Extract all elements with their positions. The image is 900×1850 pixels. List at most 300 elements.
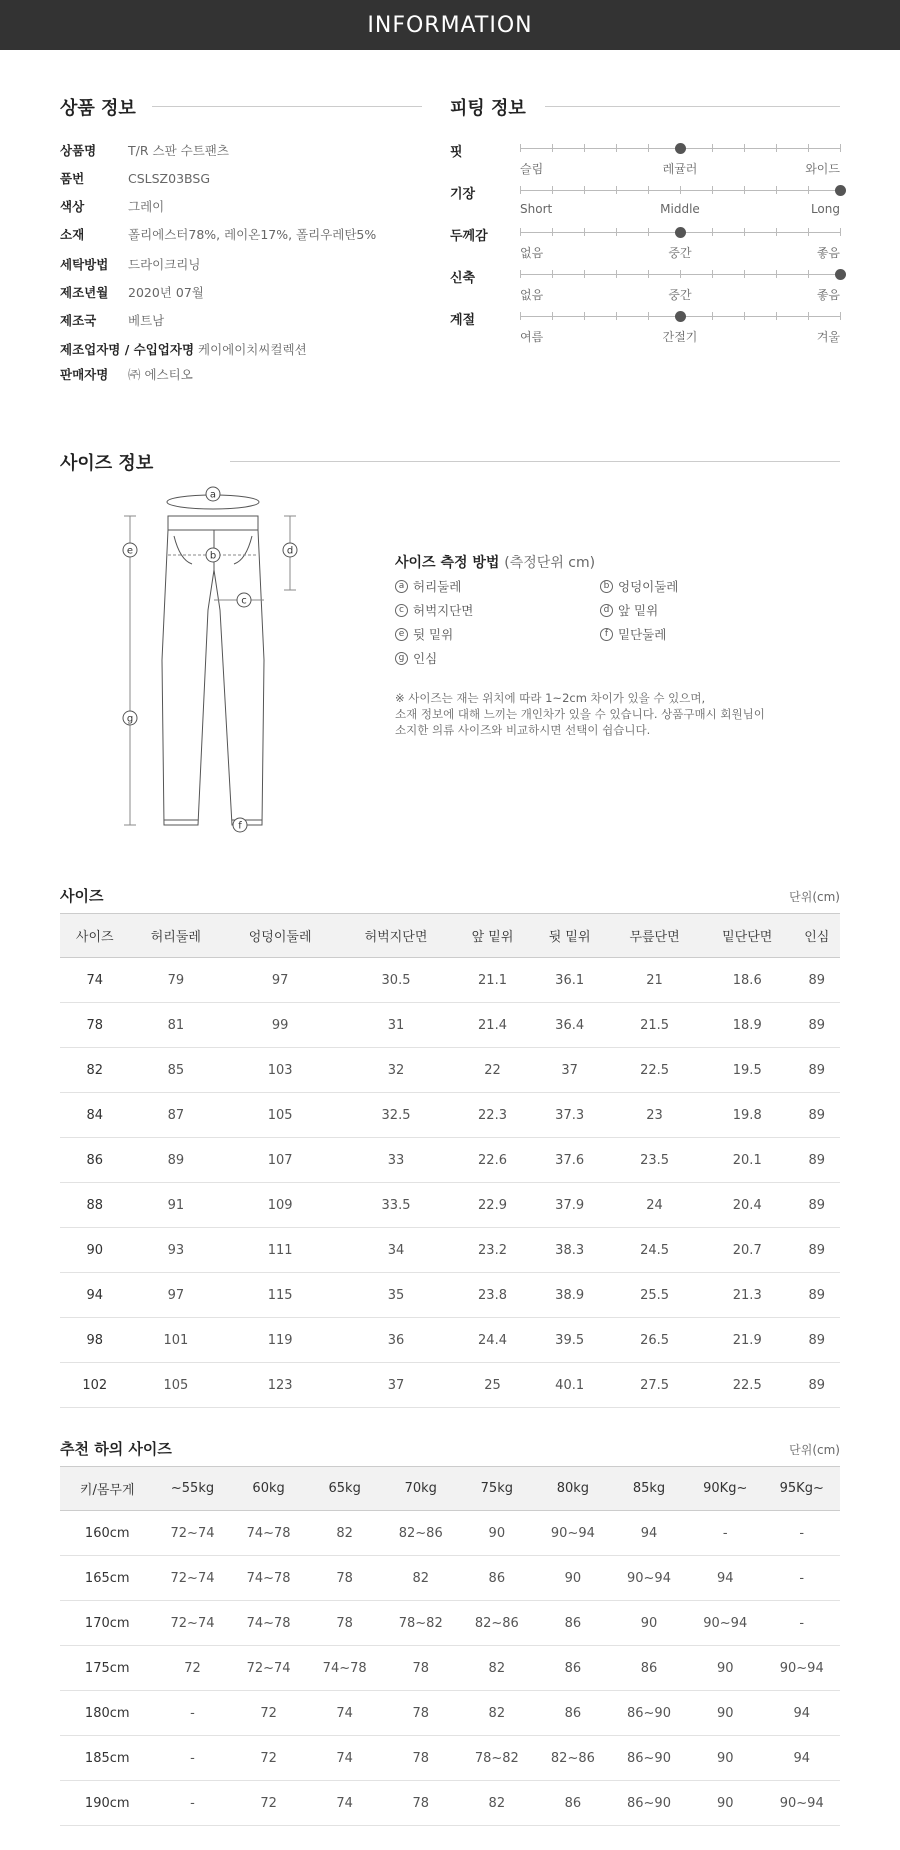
table-cell: 94 bbox=[687, 1556, 763, 1601]
fit-scale-tick bbox=[840, 228, 841, 236]
header-title: INFORMATION bbox=[367, 12, 533, 38]
table-cell: 82~86 bbox=[535, 1736, 611, 1781]
table-cell: 78~82 bbox=[383, 1601, 459, 1646]
table-cell: 90~94 bbox=[763, 1646, 840, 1691]
table-cell: 90 bbox=[459, 1511, 535, 1556]
table-cell: 33 bbox=[338, 1138, 454, 1183]
fit-scale-tick bbox=[520, 186, 521, 194]
table-cell: 180cm bbox=[60, 1691, 154, 1736]
table-cell: 91 bbox=[130, 1183, 223, 1228]
table-cell: 23.5 bbox=[608, 1138, 701, 1183]
table-cell: 89 bbox=[794, 1273, 840, 1318]
table-cell: 72~74 bbox=[231, 1646, 307, 1691]
fit-scale-tick bbox=[648, 186, 649, 194]
fit-scale-tick bbox=[648, 270, 649, 278]
table-cell: 74~78 bbox=[307, 1646, 383, 1691]
fit-option-label: 레귤러 bbox=[662, 162, 698, 176]
fit-level-marker bbox=[675, 227, 686, 238]
table-header-cell: 허벅지단면 bbox=[338, 914, 454, 958]
table-row bbox=[60, 1601, 840, 1646]
table-cell: 98 bbox=[60, 1318, 130, 1363]
table-cell: 40.1 bbox=[531, 1363, 608, 1408]
fit-scale-tick bbox=[808, 186, 809, 194]
table-cell: 89 bbox=[794, 1318, 840, 1363]
table-cell: 78 bbox=[307, 1601, 383, 1646]
fit-scale-tick bbox=[520, 228, 521, 236]
measure-item-label: 엉덩이둘레 bbox=[618, 579, 679, 594]
mark-f: f bbox=[238, 820, 242, 832]
table-cell: - bbox=[763, 1556, 840, 1601]
table-cell: 82~86 bbox=[383, 1511, 459, 1556]
mark-c: c bbox=[241, 595, 247, 607]
measure-mark-icon: f bbox=[600, 628, 613, 641]
fit-option-label: 중간 bbox=[668, 246, 692, 260]
table-row bbox=[60, 1781, 840, 1826]
table-cell: 32.5 bbox=[338, 1093, 454, 1138]
table-cell: 111 bbox=[222, 1228, 338, 1273]
table-cell: 35 bbox=[338, 1273, 454, 1318]
measure-method-unit: (측정단위 cm) bbox=[504, 555, 596, 571]
table-cell: 78 bbox=[383, 1736, 459, 1781]
fit-scale-tick bbox=[552, 270, 553, 278]
table-cell: 37.3 bbox=[531, 1093, 608, 1138]
fitting-info-title: 피팅 정보 bbox=[450, 98, 526, 119]
table-cell: 24 bbox=[608, 1183, 701, 1228]
table-cell: 89 bbox=[794, 1138, 840, 1183]
table-cell: 175cm bbox=[60, 1646, 154, 1691]
table-header-cell: 75kg bbox=[459, 1467, 535, 1511]
product-info-label: 세탁방법 bbox=[60, 257, 109, 272]
product-info-value: 케이에이치씨컬렉션 bbox=[198, 342, 307, 357]
fit-label: 신축 bbox=[450, 271, 476, 286]
product-info-row bbox=[60, 339, 307, 359]
fit-row bbox=[450, 268, 840, 308]
measure-mark-icon: b bbox=[600, 580, 613, 593]
table-cell: 90 bbox=[687, 1646, 763, 1691]
table-cell: 90~94 bbox=[535, 1511, 611, 1556]
table-cell: 89 bbox=[794, 1228, 840, 1273]
measure-mark-icon: e bbox=[395, 628, 408, 641]
table-cell: 82 bbox=[60, 1048, 130, 1093]
table-cell: 82 bbox=[459, 1781, 535, 1826]
table-cell: 19.5 bbox=[701, 1048, 794, 1093]
fit-scale-tick bbox=[808, 312, 809, 320]
table-cell: - bbox=[763, 1511, 840, 1556]
fit-row bbox=[450, 226, 840, 266]
size-info-divider bbox=[230, 461, 840, 462]
fit-option-label: Short bbox=[520, 202, 553, 216]
table-cell: 185cm bbox=[60, 1736, 154, 1781]
table-cell: - bbox=[154, 1781, 230, 1826]
measure-method-label: 사이즈 측정 방법 bbox=[395, 555, 500, 571]
fit-scale-tick bbox=[584, 186, 585, 194]
table-cell: 90 bbox=[687, 1736, 763, 1781]
recommend-table-unit: 단위(cm) bbox=[789, 1443, 840, 1457]
table-row bbox=[60, 1228, 840, 1273]
fit-option-label: 없음 bbox=[520, 288, 544, 302]
table-cell: 31 bbox=[338, 1003, 454, 1048]
table-cell: 109 bbox=[222, 1183, 338, 1228]
fit-scale-tick bbox=[616, 228, 617, 236]
fit-label: 두께감 bbox=[450, 229, 488, 244]
product-info-row bbox=[60, 254, 200, 274]
table-header-cell: 앞 밑위 bbox=[454, 914, 531, 958]
table-cell: 78 bbox=[307, 1556, 383, 1601]
table-cell: 74~78 bbox=[231, 1556, 307, 1601]
fit-scale-tick bbox=[616, 186, 617, 194]
product-info-row bbox=[60, 140, 229, 160]
fit-scale-tick bbox=[584, 312, 585, 320]
fit-scale-tick bbox=[616, 144, 617, 152]
table-cell: 72 bbox=[231, 1781, 307, 1826]
table-cell: 86~90 bbox=[611, 1691, 687, 1736]
table-header-cell: 95Kg~ bbox=[763, 1467, 840, 1511]
table-row bbox=[60, 1183, 840, 1228]
product-info-value: ㈜ 에스티오 bbox=[128, 367, 193, 382]
fit-scale-tick bbox=[744, 144, 745, 152]
table-cell: 160cm bbox=[60, 1511, 154, 1556]
table-cell: 26.5 bbox=[608, 1318, 701, 1363]
table-cell: 37.6 bbox=[531, 1138, 608, 1183]
fit-level-marker bbox=[835, 269, 846, 280]
table-cell: 86 bbox=[60, 1138, 130, 1183]
table-cell: 72 bbox=[154, 1646, 230, 1691]
fit-scale-tick bbox=[520, 270, 521, 278]
measure-item bbox=[395, 625, 453, 643]
table-cell: 101 bbox=[130, 1318, 223, 1363]
table-cell: 115 bbox=[222, 1273, 338, 1318]
table-cell: 18.9 bbox=[701, 1003, 794, 1048]
table-cell: 81 bbox=[130, 1003, 223, 1048]
measure-item bbox=[600, 577, 678, 595]
table-cell: 90 bbox=[687, 1781, 763, 1826]
table-cell: 97 bbox=[222, 958, 338, 1003]
fit-scale-tick bbox=[520, 144, 521, 152]
table-cell: - bbox=[687, 1511, 763, 1556]
measure-mark-icon: d bbox=[600, 604, 613, 617]
table-cell: 89 bbox=[794, 1048, 840, 1093]
product-info-title: 상품 정보 bbox=[60, 98, 136, 119]
table-cell: 37 bbox=[531, 1048, 608, 1093]
fit-scale-tick bbox=[776, 228, 777, 236]
fit-scale-tick bbox=[712, 144, 713, 152]
pants-outline bbox=[162, 530, 264, 825]
table-cell: 38.9 bbox=[531, 1273, 608, 1318]
table-cell: 24.4 bbox=[454, 1318, 531, 1363]
table-cell: 39.5 bbox=[531, 1318, 608, 1363]
table-cell: 93 bbox=[130, 1228, 223, 1273]
table-cell: 79 bbox=[130, 958, 223, 1003]
product-info-label: 색상 bbox=[60, 199, 85, 214]
table-cell: 85 bbox=[130, 1048, 223, 1093]
mark-e: e bbox=[126, 545, 134, 557]
product-info-row bbox=[60, 310, 164, 330]
fit-scale-track bbox=[520, 232, 840, 233]
table-row bbox=[60, 1691, 840, 1736]
table-cell: 78 bbox=[383, 1691, 459, 1736]
table-cell: 74~78 bbox=[231, 1511, 307, 1556]
table-cell: 78 bbox=[383, 1646, 459, 1691]
table-cell: 27.5 bbox=[608, 1363, 701, 1408]
measure-item bbox=[395, 577, 461, 595]
fit-option-label: Long bbox=[810, 202, 840, 216]
pants-measurement-diagram bbox=[100, 480, 340, 840]
table-row bbox=[60, 1736, 840, 1781]
table-header-cell: 사이즈 bbox=[60, 914, 130, 958]
table-cell: 32 bbox=[338, 1048, 454, 1093]
fit-scale-tick bbox=[744, 228, 745, 236]
table-cell: 33.5 bbox=[338, 1183, 454, 1228]
table-cell: 119 bbox=[222, 1318, 338, 1363]
fit-scale-tick bbox=[552, 186, 553, 194]
table-cell: 34 bbox=[338, 1228, 454, 1273]
fit-scale-track bbox=[520, 316, 840, 317]
table-header-cell: 밑단단면 bbox=[701, 914, 794, 958]
size-table bbox=[60, 913, 840, 1408]
fit-scale-tick bbox=[776, 144, 777, 152]
table-cell: 82 bbox=[459, 1691, 535, 1736]
table-cell: 20.7 bbox=[701, 1228, 794, 1273]
table-header-cell: 65kg bbox=[307, 1467, 383, 1511]
table-cell: 86 bbox=[459, 1556, 535, 1601]
product-info-label: 상품명 bbox=[60, 143, 97, 158]
fit-option-label: 간절기 bbox=[662, 330, 698, 344]
fit-option-label: 겨울 bbox=[816, 330, 840, 344]
fit-scale-tick bbox=[808, 270, 809, 278]
product-info-row bbox=[60, 196, 164, 216]
table-cell: 22.5 bbox=[701, 1363, 794, 1408]
table-cell: 90 bbox=[687, 1691, 763, 1736]
table-cell: 38.3 bbox=[531, 1228, 608, 1273]
table-cell: 37.9 bbox=[531, 1183, 608, 1228]
table-cell: 74 bbox=[307, 1781, 383, 1826]
size-table-unit: 단위(cm) bbox=[789, 890, 840, 904]
table-cell: 78 bbox=[60, 1003, 130, 1048]
table-cell: 82 bbox=[307, 1511, 383, 1556]
fit-scale-tick bbox=[616, 270, 617, 278]
table-cell: 23 bbox=[608, 1093, 701, 1138]
fit-scale-tick bbox=[776, 186, 777, 194]
table-cell: 19.8 bbox=[701, 1093, 794, 1138]
fit-label: 계절 bbox=[450, 313, 476, 328]
fit-level-marker bbox=[835, 185, 846, 196]
fit-scale-tick bbox=[584, 144, 585, 152]
product-info-value: 드라이크리닝 bbox=[128, 257, 201, 272]
table-cell: 22 bbox=[454, 1048, 531, 1093]
table-cell: 82~86 bbox=[459, 1601, 535, 1646]
fit-scale-track bbox=[520, 190, 840, 191]
measure-item-label: 밑단둘레 bbox=[618, 627, 667, 642]
measure-mark-icon: g bbox=[395, 652, 408, 665]
measure-item bbox=[600, 625, 666, 643]
table-cell: 105 bbox=[222, 1093, 338, 1138]
table-cell: 105 bbox=[130, 1363, 223, 1408]
table-cell: 89 bbox=[794, 1363, 840, 1408]
table-header-cell: 80kg bbox=[535, 1467, 611, 1511]
mark-d: d bbox=[286, 545, 294, 557]
table-row bbox=[60, 958, 840, 1003]
table-header-cell: 허리둘레 bbox=[130, 914, 223, 958]
table-cell: 88 bbox=[60, 1183, 130, 1228]
table-header-cell: 엉덩이둘레 bbox=[222, 914, 338, 958]
table-cell: 20.1 bbox=[701, 1138, 794, 1183]
fit-level-marker bbox=[675, 143, 686, 154]
table-cell: 74~78 bbox=[231, 1601, 307, 1646]
product-info-row bbox=[60, 168, 210, 188]
fit-scale-tick bbox=[808, 144, 809, 152]
table-header-cell: 85kg bbox=[611, 1467, 687, 1511]
product-info-divider bbox=[152, 106, 422, 107]
table-row bbox=[60, 1093, 840, 1138]
table-cell: 72~74 bbox=[154, 1511, 230, 1556]
table-cell: 22.9 bbox=[454, 1183, 531, 1228]
fitting-info-divider bbox=[545, 106, 840, 107]
table-row bbox=[60, 1138, 840, 1183]
table-cell: - bbox=[154, 1736, 230, 1781]
table-cell: 86 bbox=[535, 1646, 611, 1691]
table-cell: 190cm bbox=[60, 1781, 154, 1826]
fit-label: 핏 bbox=[450, 145, 463, 160]
table-cell: 90~94 bbox=[611, 1556, 687, 1601]
table-cell: 89 bbox=[794, 1183, 840, 1228]
fit-scale-tick bbox=[744, 186, 745, 194]
table-cell: 23.8 bbox=[454, 1273, 531, 1318]
fit-scale-tick bbox=[712, 312, 713, 320]
fit-scale-tick bbox=[648, 312, 649, 320]
product-info-label: 소재 bbox=[60, 227, 85, 242]
fit-option-label: 중간 bbox=[668, 288, 692, 302]
fit-row bbox=[450, 142, 840, 182]
table-cell: 123 bbox=[222, 1363, 338, 1408]
table-cell: 21.3 bbox=[701, 1273, 794, 1318]
measure-mark-icon: a bbox=[395, 580, 408, 593]
fit-scale-tick bbox=[712, 270, 713, 278]
table-row bbox=[60, 1646, 840, 1691]
fit-scale-tick bbox=[552, 228, 553, 236]
header-bar bbox=[0, 0, 900, 50]
measure-mark-icon: c bbox=[395, 604, 408, 617]
table-cell: 170cm bbox=[60, 1601, 154, 1646]
table-cell: 18.6 bbox=[701, 958, 794, 1003]
fit-level-marker bbox=[675, 311, 686, 322]
table-row bbox=[60, 1511, 840, 1556]
table-cell: 89 bbox=[130, 1138, 223, 1183]
table-header-cell: 뒷 밑위 bbox=[531, 914, 608, 958]
table-cell: 94 bbox=[763, 1736, 840, 1781]
table-cell: 74 bbox=[307, 1691, 383, 1736]
table-cell: 23.2 bbox=[454, 1228, 531, 1273]
fit-scale-tick bbox=[680, 270, 681, 278]
table-cell: 21 bbox=[608, 958, 701, 1003]
table-cell: 94 bbox=[611, 1511, 687, 1556]
measure-item-label: 앞 밑위 bbox=[618, 603, 659, 618]
table-cell: 36.4 bbox=[531, 1003, 608, 1048]
table-cell: 90~94 bbox=[687, 1601, 763, 1646]
table-cell: 90 bbox=[535, 1556, 611, 1601]
table-cell: 72 bbox=[231, 1691, 307, 1736]
table-cell: 82 bbox=[459, 1646, 535, 1691]
table-cell: 90~94 bbox=[763, 1781, 840, 1826]
fit-scale-tick bbox=[776, 312, 777, 320]
table-cell: 25 bbox=[454, 1363, 531, 1408]
table-cell: 94 bbox=[60, 1273, 130, 1318]
table-cell: 97 bbox=[130, 1273, 223, 1318]
fit-option-label: 슬림 bbox=[520, 162, 544, 176]
table-cell: 72~74 bbox=[154, 1556, 230, 1601]
table-cell: 90 bbox=[611, 1601, 687, 1646]
fit-scale-tick bbox=[552, 144, 553, 152]
table-row bbox=[60, 1363, 840, 1408]
product-info-label: 제조년월 bbox=[60, 285, 109, 300]
product-info-label: 제조국 bbox=[60, 313, 97, 328]
product-info-row bbox=[60, 224, 376, 244]
fit-option-label: 좋음 bbox=[816, 288, 840, 302]
table-row bbox=[60, 1003, 840, 1048]
table-cell: 20.4 bbox=[701, 1183, 794, 1228]
table-header-cell: 90Kg~ bbox=[687, 1467, 763, 1511]
table-cell: 89 bbox=[794, 958, 840, 1003]
table-cell: 22.6 bbox=[454, 1138, 531, 1183]
measure-item-label: 허리둘레 bbox=[413, 579, 462, 594]
size-note-line: ※ 사이즈는 재는 위치에 따라 1~2cm 차이가 있을 수 있으며, bbox=[395, 691, 706, 705]
mark-a: a bbox=[209, 489, 217, 501]
table-header-cell: 인심 bbox=[794, 914, 840, 958]
fit-scale-tick bbox=[744, 312, 745, 320]
measure-item bbox=[395, 649, 437, 667]
fit-scale-tick bbox=[552, 312, 553, 320]
measure-item-label: 인심 bbox=[413, 651, 438, 666]
table-header-cell: ~55kg bbox=[154, 1467, 230, 1511]
table-cell: 74 bbox=[307, 1736, 383, 1781]
size-table-title: 사이즈 bbox=[60, 887, 104, 905]
table-row bbox=[60, 1556, 840, 1601]
fit-option-label: 여름 bbox=[520, 330, 544, 344]
table-cell: 78 bbox=[383, 1781, 459, 1826]
table-cell: 21.5 bbox=[608, 1003, 701, 1048]
table-row bbox=[60, 1273, 840, 1318]
table-cell: 25.5 bbox=[608, 1273, 701, 1318]
fit-option-label: 좋음 bbox=[816, 246, 840, 260]
measure-item-label: 허벅지단면 bbox=[413, 603, 474, 618]
table-cell: 84 bbox=[60, 1093, 130, 1138]
measure-item bbox=[600, 601, 658, 619]
table-cell: 87 bbox=[130, 1093, 223, 1138]
fit-scale-tick bbox=[616, 312, 617, 320]
table-cell: 107 bbox=[222, 1138, 338, 1183]
table-cell: 72 bbox=[231, 1736, 307, 1781]
table-cell: 22.3 bbox=[454, 1093, 531, 1138]
product-info-value: 폴리에스터78%, 레이온17%, 폴리우레탄5% bbox=[128, 227, 377, 242]
table-cell: - bbox=[154, 1691, 230, 1736]
measure-item-label: 뒷 밑위 bbox=[413, 627, 454, 642]
product-info-label: 제조업자명 / 수입업자명 bbox=[60, 342, 195, 357]
table-cell: 82 bbox=[383, 1556, 459, 1601]
fit-scale-tick bbox=[648, 228, 649, 236]
size-note-line: 소지한 의류 사이즈와 비교하시면 선택이 쉽습니다. bbox=[395, 723, 651, 737]
fit-scale-track bbox=[520, 274, 840, 275]
table-header-cell: 60kg bbox=[231, 1467, 307, 1511]
table-cell: 90 bbox=[60, 1228, 130, 1273]
recommend-table bbox=[60, 1466, 840, 1826]
recommend-table-title: 추천 하의 사이즈 bbox=[60, 1440, 172, 1458]
table-cell: 89 bbox=[794, 1093, 840, 1138]
fit-scale-tick bbox=[840, 144, 841, 152]
fit-row bbox=[450, 184, 840, 224]
product-info-row bbox=[60, 364, 193, 384]
table-cell: 86 bbox=[535, 1691, 611, 1736]
table-cell: 37 bbox=[338, 1363, 454, 1408]
fit-option-label: Middle bbox=[660, 202, 700, 216]
